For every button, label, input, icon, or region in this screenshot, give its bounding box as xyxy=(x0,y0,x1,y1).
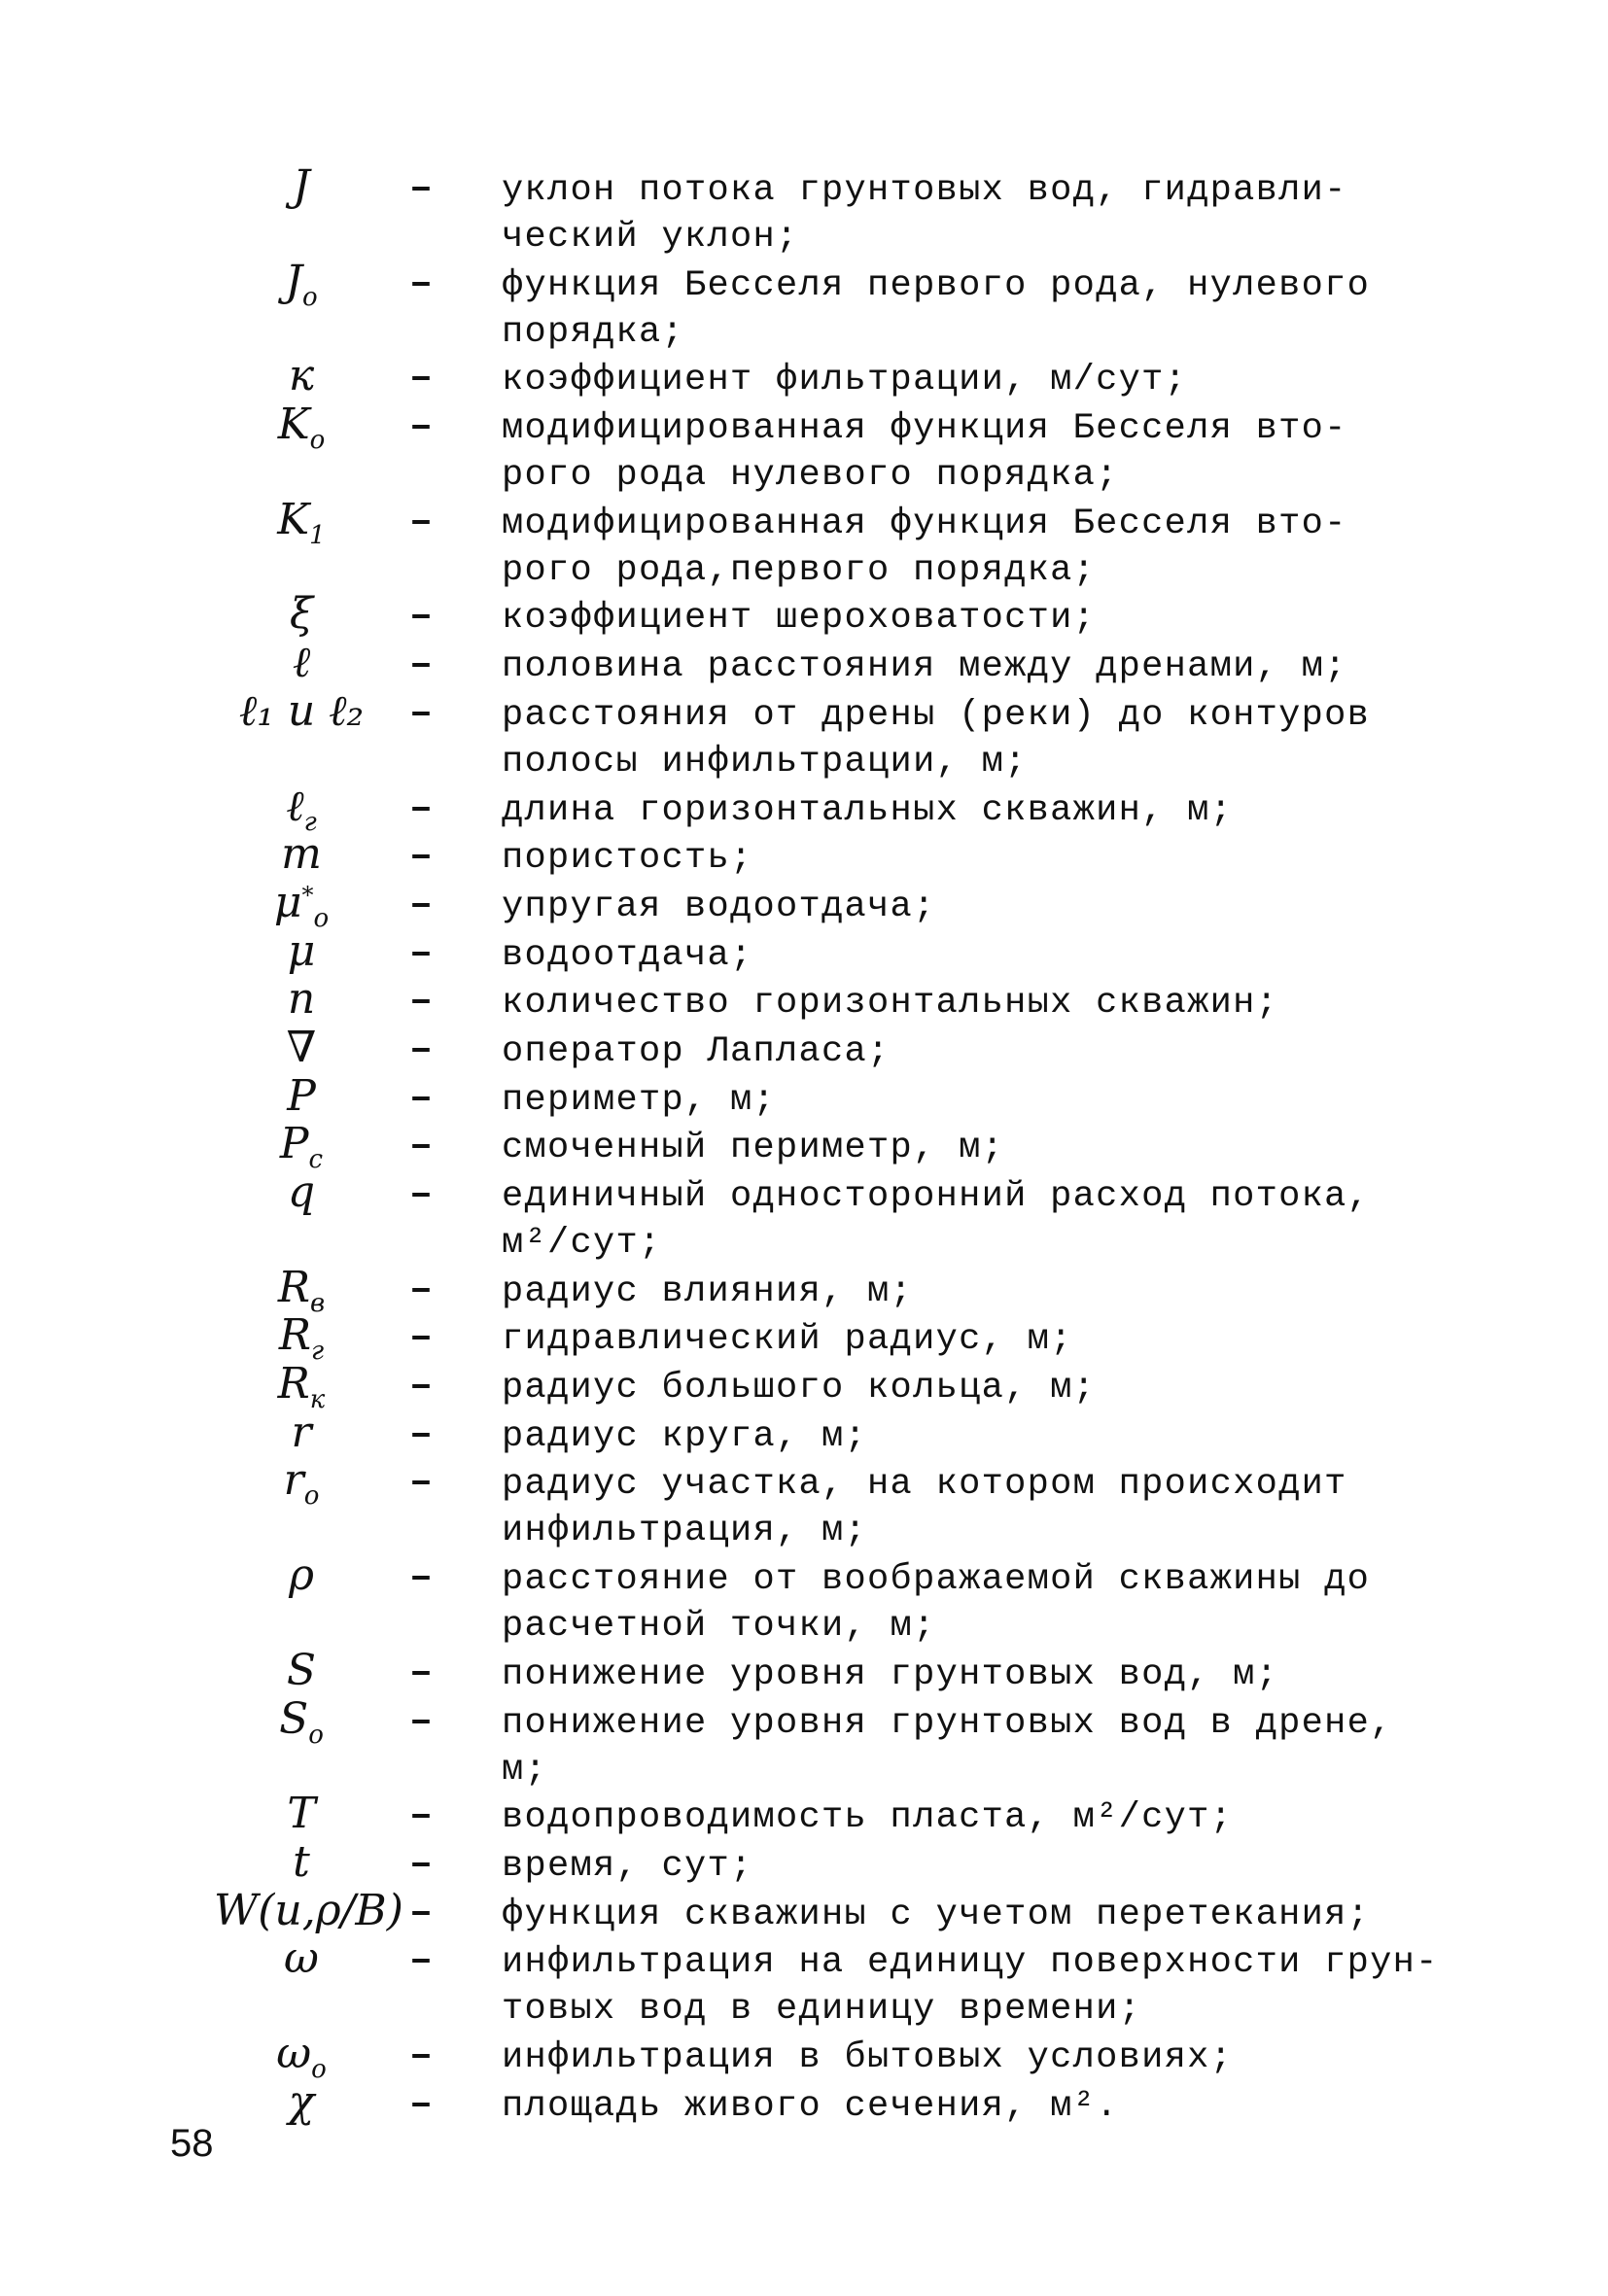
dash-separator: – xyxy=(408,835,433,880)
definition xyxy=(502,1700,1474,1793)
symbol-base: ξ xyxy=(289,589,314,640)
notation-entry xyxy=(0,1262,1608,1318)
notation-entry xyxy=(0,1885,1608,1938)
symbol xyxy=(214,685,389,736)
dash-separator: – xyxy=(408,595,433,640)
symbol-base: P xyxy=(287,1070,316,1121)
symbol-base: ℓ xyxy=(292,638,311,688)
notation-entry xyxy=(0,1310,1608,1367)
symbol xyxy=(214,1550,389,1601)
definition-line: коэффициент шероховатости; xyxy=(502,598,1097,640)
definition-line: длина горизонтальных скважин, м; xyxy=(502,789,1234,831)
definition-line: водопроводимость пласта, м²/сут; xyxy=(502,1797,1234,1839)
definition xyxy=(502,1125,1474,1171)
symbol-base: ℓ₁ и ℓ₂ xyxy=(238,685,365,736)
definition xyxy=(502,262,1474,356)
definition-line: модифицированная функция Бесселя вто- xyxy=(502,408,1347,450)
notation-entry xyxy=(0,1022,1608,1075)
definition-line: площадь живого сечения, м². xyxy=(502,2085,1119,2127)
notation-entry xyxy=(0,877,1608,933)
symbol-base: R xyxy=(277,1262,310,1312)
symbol xyxy=(214,494,389,550)
symbol-base: J xyxy=(293,161,310,211)
definition xyxy=(502,932,1474,979)
dash-separator: – xyxy=(408,1268,433,1312)
notation-entry xyxy=(0,494,1608,594)
symbol xyxy=(214,256,389,312)
definition xyxy=(502,1892,1474,1938)
notation-entry xyxy=(0,256,1608,356)
definition-line: ческий уклон; xyxy=(502,217,799,258)
dash-separator: – xyxy=(408,883,433,927)
symbol xyxy=(214,400,389,456)
symbol xyxy=(214,1933,389,1984)
symbol xyxy=(214,1789,389,1839)
dash-separator: – xyxy=(408,1939,433,1984)
notation-entry xyxy=(0,400,1608,499)
symbol-base: r xyxy=(291,1407,312,1457)
symbol-base: K xyxy=(277,494,310,544)
definition xyxy=(502,1077,1474,1124)
dash-separator: – xyxy=(408,980,433,1025)
symbol xyxy=(214,1407,389,1457)
definition-line: время, сут; xyxy=(502,1845,753,1887)
definition-line: товых вод в единицу времени; xyxy=(502,1989,1142,2031)
symbol xyxy=(214,1885,403,1935)
symbol-base: T xyxy=(287,1789,316,1839)
symbol-subscript: o xyxy=(311,2054,327,2084)
notation-entry xyxy=(0,1836,1608,1890)
symbol-base: K xyxy=(277,400,310,450)
notation-entry xyxy=(0,781,1608,837)
symbol-base: μ xyxy=(287,925,316,976)
definition xyxy=(502,1843,1474,1890)
definition-line: водоотдача; xyxy=(502,934,753,976)
dash-separator: – xyxy=(408,1027,433,1072)
notation-entry xyxy=(0,1119,1608,1175)
definition xyxy=(502,2083,1474,2130)
symbol xyxy=(214,589,389,640)
symbol xyxy=(214,1167,389,1217)
notation-entry xyxy=(0,925,1608,979)
definition xyxy=(502,1173,1474,1267)
symbol xyxy=(214,877,389,933)
definition xyxy=(502,835,1474,882)
dash-separator: – xyxy=(408,1842,433,1887)
symbol-subscript: г xyxy=(303,807,317,837)
dash-separator: – xyxy=(408,1076,433,1121)
symbol-base: S xyxy=(286,1645,317,1695)
symbol-base: S xyxy=(279,1693,309,1744)
symbol-base: J xyxy=(285,256,302,306)
definition xyxy=(502,405,1474,499)
definition-line: радиус участка, на котором происходит xyxy=(502,1464,1347,1506)
definition-line: м; xyxy=(502,1749,548,1791)
notation-entry xyxy=(0,589,1608,642)
symbol-base: t xyxy=(293,1836,310,1887)
definition xyxy=(502,595,1474,642)
symbol xyxy=(214,1022,389,1072)
definition xyxy=(502,884,1474,930)
definition-line: радиус круга, м; xyxy=(502,1415,868,1457)
dash-separator: – xyxy=(408,1699,433,1744)
symbol-base: R xyxy=(278,1310,311,1361)
symbol xyxy=(214,1310,389,1367)
symbol xyxy=(214,1455,389,1512)
symbol-subscript: 1 xyxy=(309,520,326,550)
dash-separator: – xyxy=(408,167,433,211)
symbol xyxy=(214,2028,389,2084)
symbol-subscript: o xyxy=(308,1720,324,1750)
definition xyxy=(502,1316,1474,1363)
definition-line: м²/сут; xyxy=(502,1223,662,1264)
symbol xyxy=(214,1070,389,1121)
dash-separator: – xyxy=(408,1651,433,1695)
notation-entry xyxy=(0,1407,1608,1460)
symbol xyxy=(214,1645,389,1695)
definition-line: гидравлический радиус, м; xyxy=(502,1319,1073,1361)
symbol xyxy=(214,974,389,1025)
definition-line: полосы инфильтрации, м; xyxy=(502,741,1028,783)
symbol-subscript: o xyxy=(313,903,330,933)
page-number: 58 xyxy=(170,2122,214,2165)
dash-separator: – xyxy=(408,1125,433,1169)
dash-separator: – xyxy=(408,357,433,401)
definition-line: понижение уровня грунтовых вод в дрене, xyxy=(502,1702,1393,1744)
definition-line: инфильтрация на единицу поверхности грун- xyxy=(502,1942,1439,1984)
notation-entry xyxy=(0,1693,1608,1793)
definition xyxy=(502,692,1474,785)
symbol-base: q xyxy=(287,1167,316,1217)
symbol-subscript: o xyxy=(301,282,318,312)
definition-line: рого рода нулевого порядка; xyxy=(502,455,1119,497)
notation-entry xyxy=(0,829,1608,882)
symbol xyxy=(214,1693,389,1750)
definition-line: функция Бесселя первого рода, нулевого xyxy=(502,264,1371,306)
symbol xyxy=(214,1359,389,1415)
definition-line: количество горизонтальных скважин; xyxy=(502,983,1279,1025)
definition-line: смоченный периметр, м; xyxy=(502,1128,1005,1169)
definition xyxy=(502,644,1474,690)
definition xyxy=(502,1413,1474,1460)
symbol-subscript: г xyxy=(311,1337,325,1367)
symbol-base: ω xyxy=(284,1933,319,1984)
notation-entry xyxy=(0,1789,1608,1841)
definition-line: оператор Лапласа; xyxy=(502,1030,891,1072)
definition-line: инфильтрация, м; xyxy=(502,1511,868,1552)
dash-separator: – xyxy=(408,931,433,976)
symbol xyxy=(214,829,389,880)
dash-separator: – xyxy=(408,1794,433,1839)
notation-entry xyxy=(0,2028,1608,2084)
definition xyxy=(502,1794,1474,1841)
symbol-subscript: в xyxy=(310,1288,326,1318)
symbol xyxy=(214,351,389,401)
notation-entry xyxy=(0,1645,1608,1698)
definition xyxy=(502,501,1474,594)
notation-entry xyxy=(0,685,1608,785)
symbol-subscript: к xyxy=(309,1385,326,1415)
definition xyxy=(502,357,1474,403)
definition xyxy=(502,1461,1474,1554)
notation-entry xyxy=(0,2076,1608,2130)
symbol xyxy=(214,1836,389,1887)
symbol xyxy=(214,638,389,688)
dash-separator: – xyxy=(408,2034,433,2078)
dash-separator: – xyxy=(408,1461,433,1506)
notation-entry xyxy=(0,161,1608,261)
dash-separator: – xyxy=(408,644,433,688)
symbol-base: χ xyxy=(288,2076,315,2127)
symbol-base: ℓ xyxy=(286,781,304,831)
dash-separator: – xyxy=(408,1412,433,1457)
symbol xyxy=(214,1262,389,1318)
notation-entry xyxy=(0,974,1608,1026)
definition xyxy=(502,167,1474,261)
definition-line: расстояние от воображаемой скважины до xyxy=(502,1559,1371,1601)
dash-separator: – xyxy=(408,786,433,831)
dash-separator: – xyxy=(408,500,433,544)
definition-line: пористость; xyxy=(502,838,753,880)
dash-separator: – xyxy=(408,405,433,450)
definition xyxy=(502,1652,1474,1698)
definition-line: рого рода,первого порядка; xyxy=(502,549,1097,591)
notation-entry xyxy=(0,1455,1608,1554)
symbol-subscript: o xyxy=(303,1481,320,1512)
dash-separator: – xyxy=(408,1556,433,1601)
symbol-base: r xyxy=(283,1455,304,1506)
definition xyxy=(502,1939,1474,2033)
symbol-base: R xyxy=(277,1359,310,1409)
notation-list xyxy=(0,161,1608,2131)
definition xyxy=(502,1028,1474,1075)
dash-separator: – xyxy=(408,2082,433,2127)
dash-separator: – xyxy=(408,691,433,736)
dash-separator: – xyxy=(408,1891,433,1935)
symbol xyxy=(214,925,389,976)
definition-line: радиус большого кольца, м; xyxy=(502,1368,1097,1409)
definition xyxy=(502,1365,1474,1411)
definition-line: уклон потока грунтовых вод, гидравли- xyxy=(502,170,1347,211)
symbol-superscript: * xyxy=(301,881,314,909)
symbol xyxy=(214,2076,389,2127)
definition xyxy=(502,2035,1474,2081)
symbol xyxy=(214,1119,389,1175)
symbol-subscript: c xyxy=(308,1145,324,1175)
definition-line: порядка; xyxy=(502,311,685,353)
definition-line: расстояния от дрены (реки) до контуров xyxy=(502,694,1371,736)
dash-separator: – xyxy=(408,1316,433,1361)
definition-line: периметр, м; xyxy=(502,1079,777,1121)
definition-line: упругая водоотдача; xyxy=(502,886,936,927)
definition-line: понижение уровня грунтовых вод, м; xyxy=(502,1653,1279,1695)
notation-entry xyxy=(0,638,1608,690)
definition-line: функция скважины с учетом перетекания; xyxy=(502,1894,1371,1935)
symbol-base: ∇ xyxy=(286,1022,317,1072)
definition-line: единичный односторонний расход потока, xyxy=(502,1176,1371,1217)
definition xyxy=(502,787,1474,834)
definition-line: расчетной точки, м; xyxy=(502,1606,936,1648)
definition-line: модифицированная функция Бесселя вто- xyxy=(502,503,1347,544)
notation-entry xyxy=(0,1933,1608,2033)
notation-entry xyxy=(0,1070,1608,1124)
symbol xyxy=(214,781,389,837)
definition-line: радиус влияния, м; xyxy=(502,1270,914,1312)
symbol-base: к xyxy=(288,351,315,401)
dash-separator: – xyxy=(408,1365,433,1409)
symbol xyxy=(214,161,389,211)
symbol-base: P xyxy=(279,1119,309,1169)
dash-separator: – xyxy=(408,1173,433,1217)
symbol-subscript: o xyxy=(309,426,326,456)
symbol-base: m xyxy=(281,829,322,880)
definition xyxy=(502,980,1474,1026)
symbol-base: ρ xyxy=(289,1550,314,1601)
notation-entry xyxy=(0,1550,1608,1650)
symbol-base: μ xyxy=(273,877,302,927)
definition-line: коэффициент фильтрации, м/сут; xyxy=(502,360,1188,401)
symbol-base: n xyxy=(287,974,316,1025)
definition xyxy=(502,1556,1474,1650)
notation-entry xyxy=(0,1359,1608,1415)
dash-separator: – xyxy=(408,261,433,306)
definition xyxy=(502,1269,1474,1315)
definition-line: половина расстояния между дренами, м; xyxy=(502,646,1347,688)
symbol-base: W(u,ρ/B) xyxy=(214,1885,403,1935)
definition-line: инфильтрация в бытовых условиях; xyxy=(502,2036,1234,2078)
notation-entry xyxy=(0,1167,1608,1267)
notation-entry xyxy=(0,351,1608,403)
symbol-base: ω xyxy=(276,2028,312,2078)
